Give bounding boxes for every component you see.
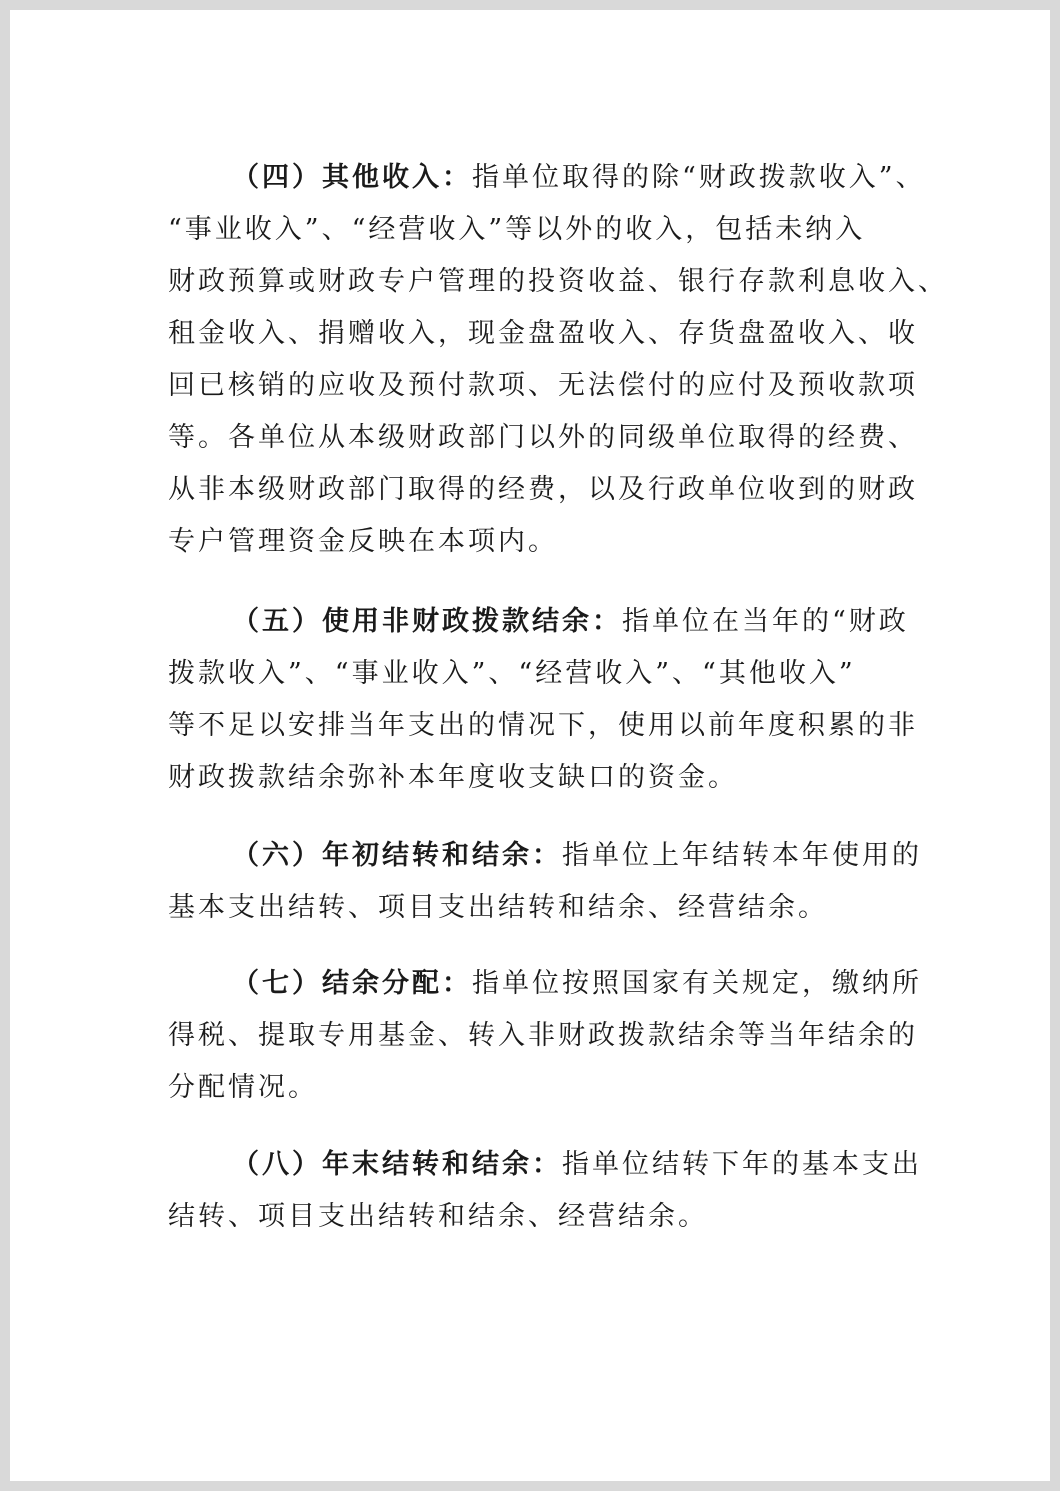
paragraph-term: （八）年末结转和结余：	[232, 1149, 562, 1180]
paragraph-opening-balance	[168, 830, 928, 934]
paragraph-term: （五）使用非财政拨款结余：	[232, 606, 622, 637]
paragraph-line: 财政拨款结余弥补本年度收支缺口的资金。	[168, 762, 738, 793]
paragraph-first-line	[168, 958, 928, 1010]
document-page	[10, 10, 1050, 1481]
paragraph-other-income	[168, 152, 948, 568]
paragraph-term: （四）其他收入：	[232, 162, 472, 193]
paragraph-line: 等。各单位从本级财政部门以外的同级单位取得的经费、	[168, 422, 918, 453]
paragraph-line: 得税、提取专用基金、转入非财政拨款结余等当年结余的	[168, 1020, 918, 1051]
paragraph-line: “事业收入”、“经营收入”等以外的收入，包括未纳入	[168, 214, 866, 245]
paragraph-non-fiscal-balance	[168, 596, 928, 804]
paragraph-line: 等不足以安排当年支出的情况下，使用以前年度积累的非	[168, 710, 918, 741]
paragraph-line: 分配情况。	[168, 1072, 318, 1103]
paragraph-text: 指单位上年结转本年使用的	[562, 840, 922, 871]
paragraph-text: 指单位结转下年的基本支出	[562, 1149, 922, 1180]
paragraph-text: 指单位在当年的“财政	[622, 606, 909, 637]
paragraph-line: 从非本级财政部门取得的经费，以及行政单位收到的财政	[168, 474, 918, 505]
paragraph-closing-balance	[168, 1139, 928, 1243]
paragraph-line: 回已核销的应收及预付款项、无法偿付的应付及预收款项	[168, 370, 918, 401]
paragraph-line: 基本支出结转、项目支出结转和结余、经营结余。	[168, 892, 828, 923]
paragraph-line: 租金收入、捐赠收入，现金盘盈收入、存货盘盈收入、收	[168, 318, 918, 349]
paragraph-first-line	[168, 1139, 928, 1191]
paragraph-line: 拨款收入”、“事业收入”、“经营收入”、“其他收入”	[168, 658, 856, 689]
paragraph-term: （七）结余分配：	[232, 968, 472, 999]
paragraph-first-line	[168, 152, 928, 204]
paragraph-line: 财政预算或财政专户管理的投资收益、银行存款利息收入、	[168, 266, 948, 297]
paragraph-first-line	[168, 596, 928, 648]
paragraph-line: 专户管理资金反映在本项内。	[168, 526, 558, 557]
paragraph-text: 指单位按照国家有关规定，缴纳所	[472, 968, 922, 999]
paragraph-text: 指单位取得的除“财政拨款收入”、	[472, 162, 926, 193]
paragraph-balance-distribution	[168, 958, 928, 1114]
paragraph-first-line	[168, 830, 928, 882]
paragraph-line: 结转、项目支出结转和结余、经营结余。	[168, 1201, 708, 1232]
paragraph-term: （六）年初结转和结余：	[232, 840, 562, 871]
